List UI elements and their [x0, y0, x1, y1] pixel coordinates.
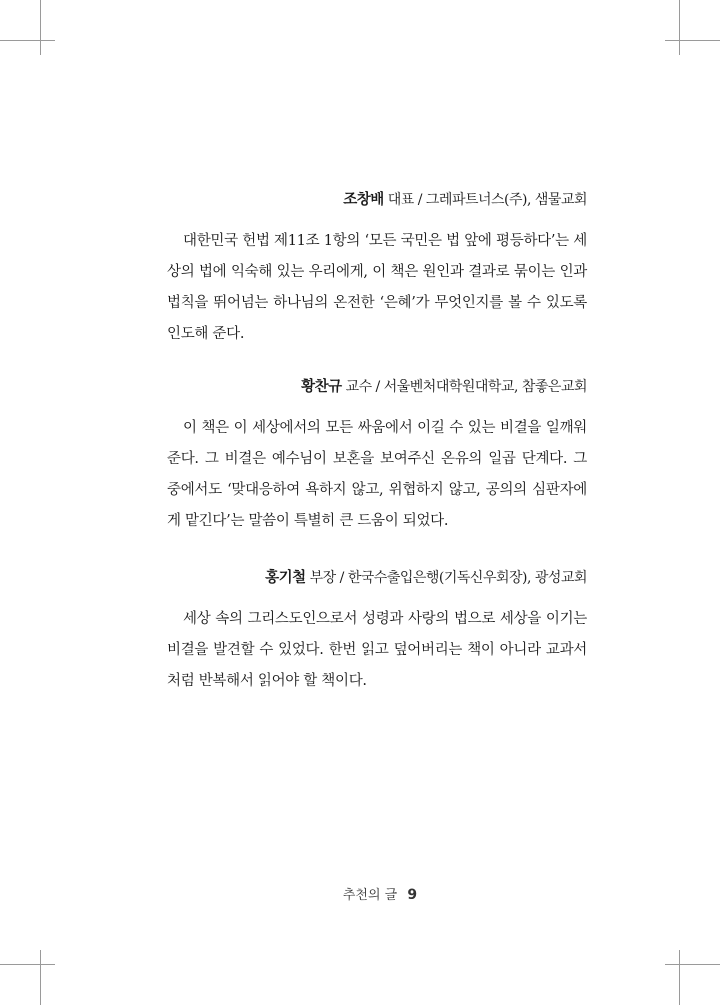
endorsement-byline: [167, 568, 587, 588]
endorser-affiliation: 부장 / 한국수출입은행(기독신우회장), 광성교회: [309, 570, 587, 586]
crop-mark-bottom-left-v: [40, 950, 41, 1005]
page-number: 9: [407, 887, 418, 903]
endorsement-text: 이 책은 이 세상에서의 모든 싸움에서 이길 수 있는 비결을 일깨워 준다. 그 비결은 예수님이 보혼을 보여주신 온유의 일곱 단계다. 그 중에서도 ‘맞대응하여 욕하지 않고, 위협하지 않고, 공의의 심판자에게 맡긴다’는 말씀이 특별히 큰 드움이 되었다.: [167, 420, 587, 529]
crop-mark-bottom-left-h: [0, 964, 55, 965]
endorser-name: 황찬규: [301, 379, 342, 395]
endorsement-text: 대한민국 헌법 제11조 1항의 ‘모든 국민은 법 앞에 평등하다’는 세상의 법에 익숙해 있는 우리에게, 이 책은 원인과 결과로 묶이는 인과법칙을 뛰어넘는 하나님의 온전한 ‘은혜’가 무엇인지를 볼 수 있도록 인도해 준다.: [167, 233, 587, 342]
endorser-affiliation: 교수 / 서울벤처대학원대학교, 참좋은교회: [345, 379, 587, 395]
endorsement-1: [167, 190, 587, 365]
running-footer-title: 추천의 글: [342, 888, 398, 903]
endorsement-3: [167, 568, 587, 712]
endorsement-byline: [167, 190, 587, 210]
crop-mark-top-left-v: [40, 0, 41, 55]
crop-mark-top-right-h: [665, 40, 720, 41]
endorsement-byline: [167, 377, 587, 397]
endorsement-2: [167, 377, 587, 552]
endorsement-text: 세상 속의 그리스도인으로서 성령과 사랑의 법으로 세상을 이기는 비결을 발견할 수 있었다. 한번 읽고 덮어버리는 책이 아니라 교과서처럼 반복해서 읽어야 할 책이다.: [167, 611, 587, 689]
crop-mark-top-left-h: [0, 40, 55, 41]
crop-mark-bottom-right-v: [679, 950, 680, 1005]
crop-mark-top-right-v: [679, 0, 680, 55]
endorser-name: 조창배: [343, 192, 384, 208]
page-footer: [0, 884, 720, 903]
crop-mark-bottom-right-h: [665, 964, 720, 965]
endorser-name: 홍기철: [265, 570, 306, 586]
endorser-affiliation: 대표 / 그레파트너스(주), 샘물교회: [387, 192, 587, 208]
